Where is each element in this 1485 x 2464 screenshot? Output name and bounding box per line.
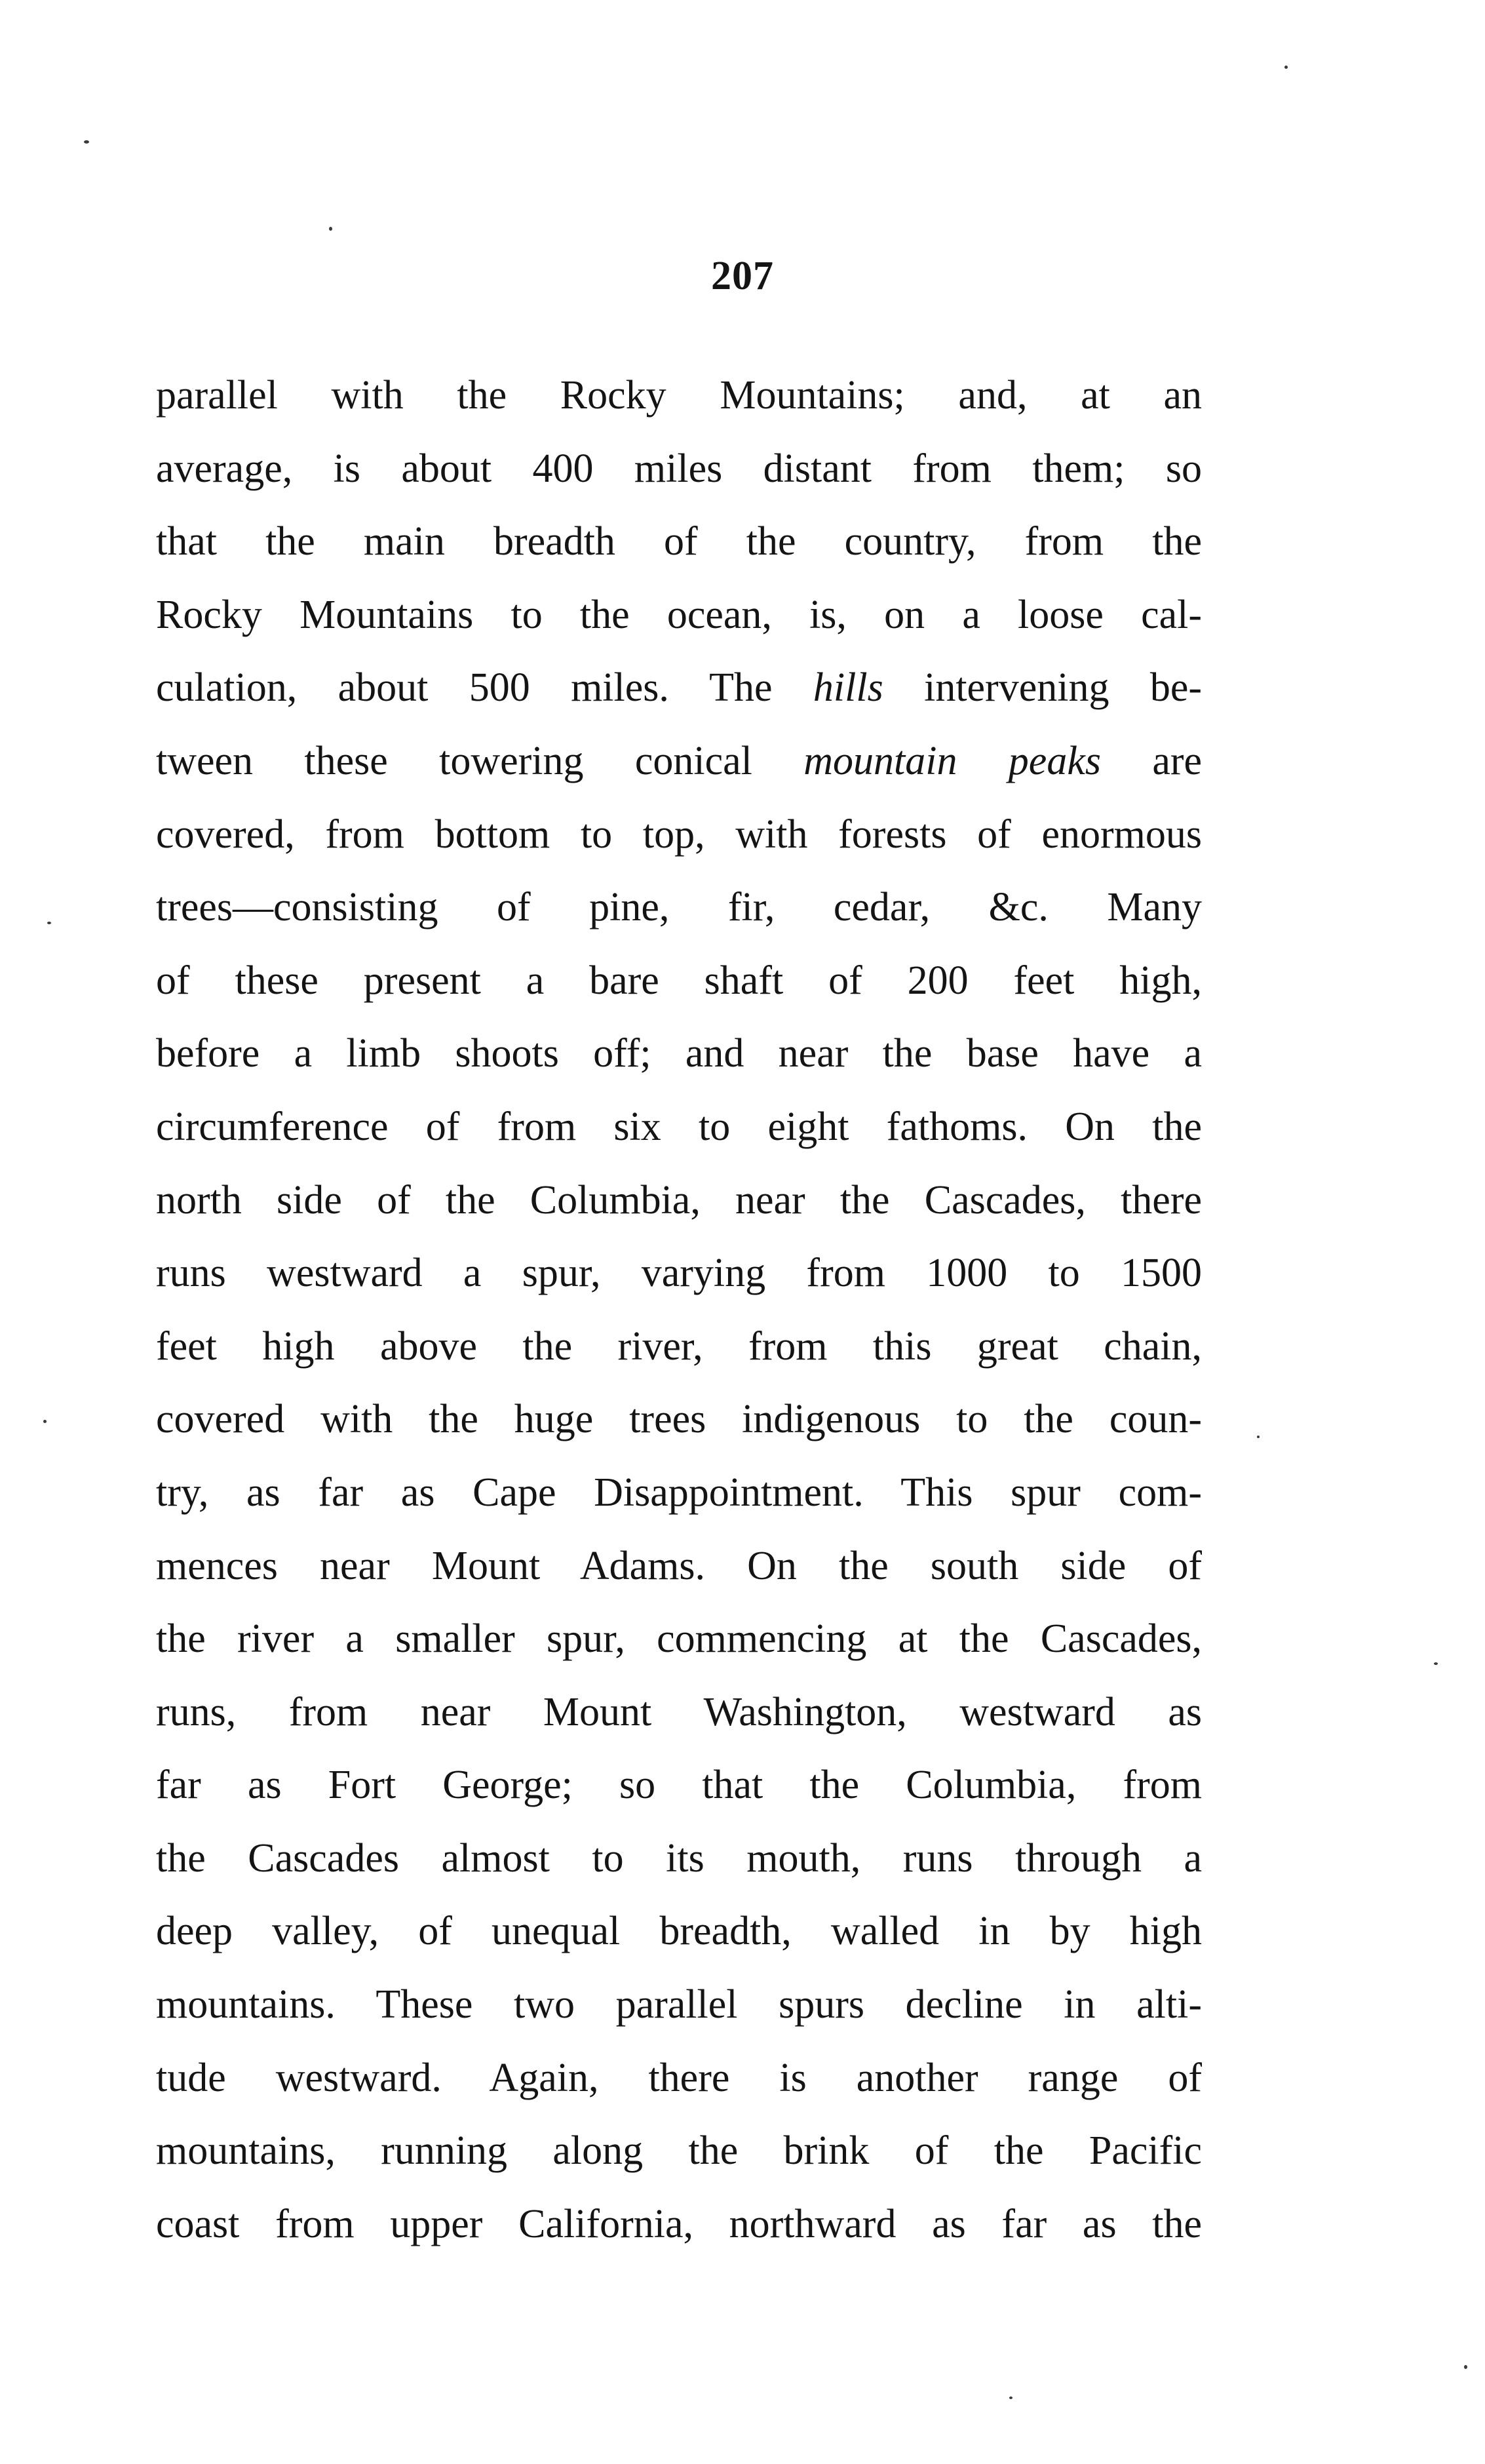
text-line — [156, 505, 1202, 579]
scan-speck — [43, 1420, 47, 1423]
text-line — [156, 1164, 1202, 1238]
text-line — [156, 1603, 1202, 1676]
line-text: try, as far as Cape Disappointment. This spur com- — [156, 1470, 1202, 1515]
text-line — [156, 1530, 1202, 1603]
scan-speck — [84, 140, 89, 144]
line-text: north side of the Columbia, near the Cascades, there — [156, 1177, 1202, 1222]
line-text: mences near Mount Adams. On the south side of — [156, 1543, 1202, 1588]
text-line — [156, 725, 1202, 798]
line-text: coast from upper California, northward as far as the — [156, 2201, 1202, 2246]
line-text: runs westward a spur, varying from 1000 to 1500 — [156, 1251, 1202, 1296]
scan-speck — [1464, 2365, 1467, 2369]
text-line — [156, 1310, 1202, 1384]
text-line — [156, 579, 1202, 652]
text-line — [156, 1822, 1202, 1896]
line-text: parallel with the Rocky Mountains; and, at an — [156, 373, 1202, 418]
line-text: are — [1100, 738, 1203, 783]
line-text: circumference of from six to eight fathoms. On the — [156, 1104, 1202, 1149]
page-number: 207 — [711, 254, 774, 298]
scan-speck — [1009, 2396, 1013, 2399]
scan-speck — [1434, 1662, 1438, 1665]
line-text: covered with the huge trees indigenous to the coun- — [156, 1397, 1202, 1442]
line-text: the Cascades almost to its mouth, runs through a — [156, 1835, 1202, 1881]
italic-text: hills — [813, 665, 883, 711]
line-text: tude westward. Again, there is another range of — [156, 2055, 1202, 2100]
line-text: mountains. These two parallel spurs decline in alti- — [156, 1982, 1202, 2027]
text-line — [156, 1676, 1202, 1750]
line-text: before a limb shoots off; and near the base have a — [156, 1031, 1202, 1076]
line-text: that the main breadth of the country, from the — [156, 519, 1202, 564]
line-text: Rocky Mountains to the ocean, is, on a loose cal- — [156, 592, 1202, 637]
text-line — [156, 1017, 1202, 1091]
line-text: trees—consisting of pine, fir, cedar, &c. Many — [156, 885, 1202, 930]
scan-speck — [329, 227, 332, 231]
line-text: feet high above the river, from this great chain, — [156, 1323, 1202, 1369]
body-text — [156, 359, 1202, 2261]
line-text: average, is about 400 miles distant from them; so — [156, 446, 1202, 491]
line-text: runs, from near Mount Washington, westward as — [156, 1689, 1202, 1734]
text-line — [156, 1383, 1202, 1457]
text-line — [156, 1895, 1202, 1968]
scan-speck — [47, 922, 51, 924]
line-text: of these present a bare shaft of 200 feet high, — [156, 958, 1202, 1003]
text-line — [156, 2188, 1202, 2261]
italic-text: mountain peaks — [803, 738, 1101, 783]
text-line — [156, 1749, 1202, 1822]
text-line — [156, 652, 1202, 725]
line-text: culation, about 500 miles. The — [156, 665, 813, 711]
text-line — [156, 433, 1202, 506]
scan-speck — [1284, 66, 1288, 69]
line-text: deep valley, of unequal breadth, walled in by high — [156, 1909, 1202, 1954]
text-line — [156, 1091, 1202, 1164]
text-line — [156, 1968, 1202, 2042]
line-text: intervening be- — [883, 665, 1202, 711]
line-text: covered, from bottom to top, with forests of enormous — [156, 812, 1202, 857]
text-line — [156, 2115, 1202, 2188]
text-line — [156, 1457, 1202, 1530]
text-line — [156, 1237, 1202, 1310]
scan-speck — [1257, 1436, 1260, 1438]
line-text: far as Fort George; so that the Columbia, from — [156, 1763, 1202, 1808]
line-text: tween these towering conical — [156, 738, 804, 783]
text-line — [156, 798, 1202, 872]
text-line — [156, 871, 1202, 945]
line-text: the river a smaller spur, commencing at the Cascades, — [156, 1616, 1202, 1662]
text-line — [156, 945, 1202, 1018]
text-line — [156, 359, 1202, 433]
line-text: mountains, running along the brink of the Pacific — [156, 2128, 1202, 2174]
text-line — [156, 2042, 1202, 2115]
